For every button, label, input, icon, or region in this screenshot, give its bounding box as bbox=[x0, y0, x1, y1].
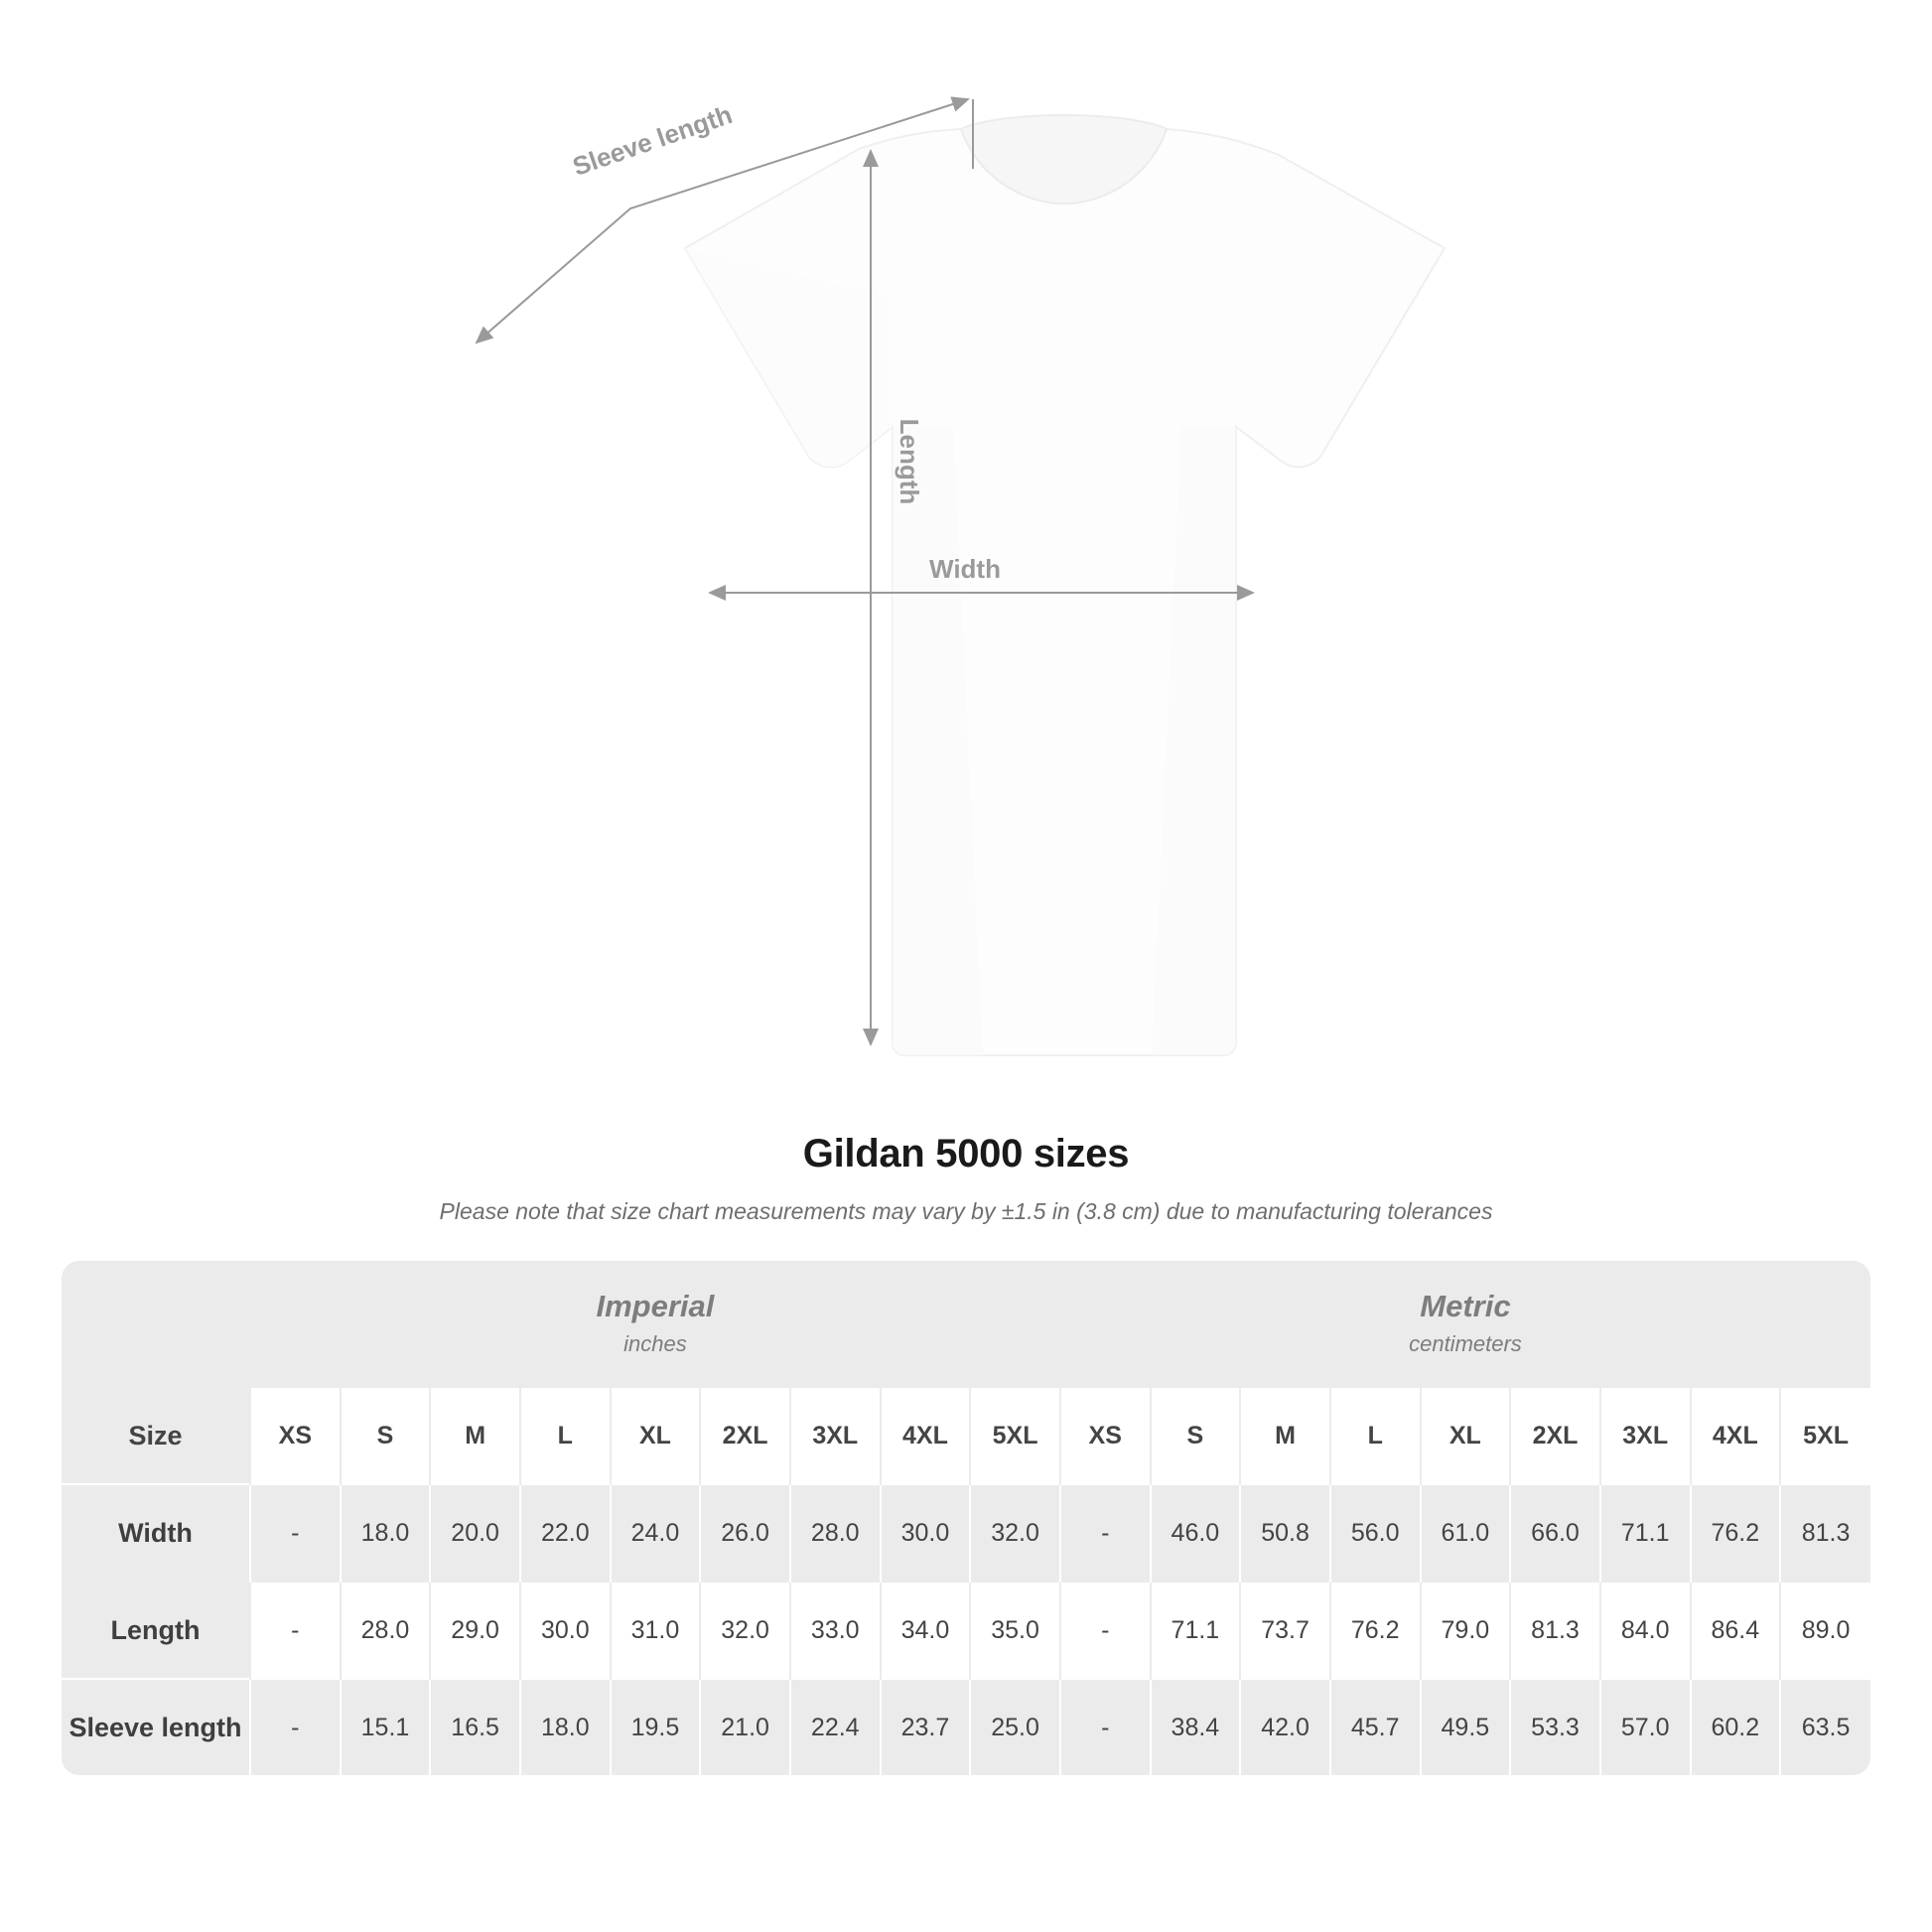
cell-2-7: 23.7 bbox=[881, 1679, 971, 1775]
cell-2-13: 49.5 bbox=[1421, 1679, 1511, 1775]
cell-1-16: 86.4 bbox=[1691, 1582, 1781, 1679]
table-row bbox=[62, 1484, 1870, 1582]
column-header-9: XS bbox=[1060, 1388, 1151, 1484]
unit-group-metric-sub: centimeters bbox=[1409, 1330, 1522, 1356]
cell-2-16: 60.2 bbox=[1691, 1679, 1781, 1775]
cell-0-9: - bbox=[1060, 1484, 1151, 1582]
tshirt-shape bbox=[685, 115, 1445, 1055]
cell-0-16: 76.2 bbox=[1691, 1484, 1781, 1582]
column-header-14: 2XL bbox=[1510, 1388, 1600, 1484]
cell-0-11: 50.8 bbox=[1240, 1484, 1330, 1582]
cell-0-17: 81.3 bbox=[1780, 1484, 1870, 1582]
length-label: Length bbox=[895, 418, 924, 505]
column-header-15: 3XL bbox=[1600, 1388, 1691, 1484]
unit-header-row bbox=[62, 1261, 1870, 1388]
cell-0-8: 32.0 bbox=[970, 1484, 1060, 1582]
table-row bbox=[62, 1679, 1870, 1775]
unit-group-imperial-name: Imperial bbox=[596, 1289, 715, 1324]
cell-0-12: 56.0 bbox=[1330, 1484, 1421, 1582]
column-header-4: XL bbox=[611, 1388, 701, 1484]
column-header-0: XS bbox=[250, 1388, 341, 1484]
column-header-16: 4XL bbox=[1691, 1388, 1781, 1484]
cell-1-4: 31.0 bbox=[611, 1582, 701, 1679]
column-header-2: M bbox=[430, 1388, 520, 1484]
cell-0-0: - bbox=[250, 1484, 341, 1582]
unit-header-spacer bbox=[62, 1261, 250, 1388]
cell-2-5: 21.0 bbox=[700, 1679, 790, 1775]
cell-1-13: 79.0 bbox=[1421, 1582, 1511, 1679]
cell-2-14: 53.3 bbox=[1510, 1679, 1600, 1775]
cell-2-6: 22.4 bbox=[790, 1679, 881, 1775]
cell-0-10: 46.0 bbox=[1151, 1484, 1241, 1582]
cell-2-3: 18.0 bbox=[520, 1679, 611, 1775]
cell-1-14: 81.3 bbox=[1510, 1582, 1600, 1679]
cell-0-4: 24.0 bbox=[611, 1484, 701, 1582]
cell-1-15: 84.0 bbox=[1600, 1582, 1691, 1679]
cell-1-3: 30.0 bbox=[520, 1582, 611, 1679]
unit-group-metric bbox=[1060, 1261, 1870, 1388]
table-row bbox=[62, 1582, 1870, 1679]
cell-1-1: 28.0 bbox=[341, 1582, 431, 1679]
cell-1-0: - bbox=[250, 1582, 341, 1679]
cell-2-8: 25.0 bbox=[970, 1679, 1060, 1775]
cell-0-13: 61.0 bbox=[1421, 1484, 1511, 1582]
row-label-1: Length bbox=[62, 1582, 250, 1679]
page-title: Gildan 5000 sizes bbox=[802, 1132, 1130, 1175]
cell-2-11: 42.0 bbox=[1240, 1679, 1330, 1775]
column-header-6: 3XL bbox=[790, 1388, 881, 1484]
size-table-body bbox=[62, 1484, 1870, 1775]
cell-1-8: 35.0 bbox=[970, 1582, 1060, 1679]
cell-1-7: 34.0 bbox=[881, 1582, 971, 1679]
column-header-13: XL bbox=[1421, 1388, 1511, 1484]
size-header-cell: Size bbox=[62, 1388, 250, 1484]
tolerance-note: Please note that size chart measurements may vary by ±1.5 in (3.8 cm) due to manufacturing tolerances bbox=[439, 1198, 1493, 1224]
cell-2-1: 15.1 bbox=[341, 1679, 431, 1775]
size-table-wrap bbox=[62, 1261, 1870, 1775]
cell-2-9: - bbox=[1060, 1679, 1151, 1775]
cell-1-10: 71.1 bbox=[1151, 1582, 1241, 1679]
cell-1-2: 29.0 bbox=[430, 1582, 520, 1679]
cell-0-3: 22.0 bbox=[520, 1484, 611, 1582]
cell-2-0: - bbox=[250, 1679, 341, 1775]
cell-0-5: 26.0 bbox=[700, 1484, 790, 1582]
width-label: Width bbox=[929, 554, 1001, 584]
column-header-17: 5XL bbox=[1780, 1388, 1870, 1484]
cell-2-17: 63.5 bbox=[1780, 1679, 1870, 1775]
cell-0-7: 30.0 bbox=[881, 1484, 971, 1582]
cell-1-9: - bbox=[1060, 1582, 1151, 1679]
unit-group-imperial bbox=[250, 1261, 1060, 1388]
cell-2-2: 16.5 bbox=[430, 1679, 520, 1775]
column-header-row bbox=[62, 1388, 1870, 1484]
cell-0-1: 18.0 bbox=[341, 1484, 431, 1582]
column-header-3: L bbox=[520, 1388, 611, 1484]
cell-1-5: 32.0 bbox=[700, 1582, 790, 1679]
column-header-12: L bbox=[1330, 1388, 1421, 1484]
cell-0-15: 71.1 bbox=[1600, 1484, 1691, 1582]
column-header-1: S bbox=[341, 1388, 431, 1484]
cell-1-6: 33.0 bbox=[790, 1582, 881, 1679]
cell-0-6: 28.0 bbox=[790, 1484, 881, 1582]
cell-2-10: 38.4 bbox=[1151, 1679, 1241, 1775]
cell-1-17: 89.0 bbox=[1780, 1582, 1870, 1679]
cell-1-12: 76.2 bbox=[1330, 1582, 1421, 1679]
cell-2-15: 57.0 bbox=[1600, 1679, 1691, 1775]
column-header-8: 5XL bbox=[970, 1388, 1060, 1484]
cell-2-12: 45.7 bbox=[1330, 1679, 1421, 1775]
column-header-5: 2XL bbox=[700, 1388, 790, 1484]
size-table bbox=[62, 1261, 1870, 1775]
row-label-0: Width bbox=[62, 1484, 250, 1582]
cell-1-11: 73.7 bbox=[1240, 1582, 1330, 1679]
unit-group-metric-name: Metric bbox=[1420, 1289, 1511, 1324]
column-header-10: S bbox=[1151, 1388, 1241, 1484]
cell-0-14: 66.0 bbox=[1510, 1484, 1600, 1582]
unit-group-imperial-sub: inches bbox=[623, 1330, 687, 1356]
sleeve-length-label: Sleeve length bbox=[568, 99, 737, 182]
column-header-11: M bbox=[1240, 1388, 1330, 1484]
column-header-7: 4XL bbox=[881, 1388, 971, 1484]
cell-0-2: 20.0 bbox=[430, 1484, 520, 1582]
row-label-2: Sleeve length bbox=[62, 1679, 250, 1775]
cell-2-4: 19.5 bbox=[611, 1679, 701, 1775]
title-block bbox=[0, 1132, 1932, 1225]
